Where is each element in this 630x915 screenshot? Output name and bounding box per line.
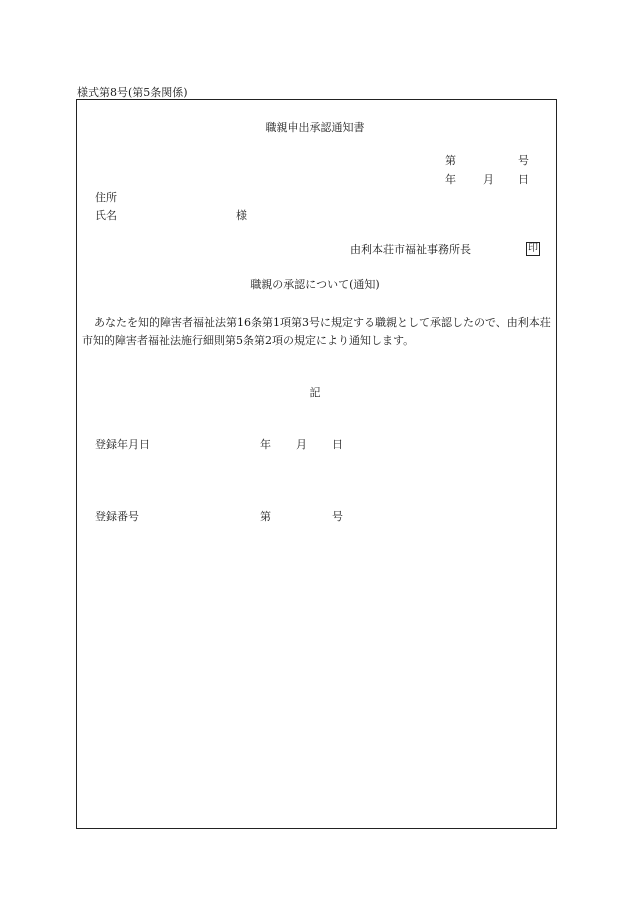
sender-name: 由利本荘市福祉事務所長 (350, 243, 471, 256)
registration-date-label: 登録年月日 (95, 438, 150, 451)
seal-mark: 印 (528, 243, 538, 254)
name-label: 氏名 (95, 209, 117, 222)
date-month-label: 月 (483, 173, 494, 186)
honorific: 様 (236, 209, 247, 222)
form-number: 様式第8号(第5条関係) (77, 86, 188, 99)
registration-month-label: 月 (296, 438, 307, 451)
registration-number-prefix: 第 (260, 510, 271, 523)
date-day-label: 日 (518, 173, 529, 186)
registration-number-suffix: 号 (332, 510, 343, 523)
document-number-suffix: 号 (518, 154, 529, 167)
date-year-label: 年 (445, 173, 456, 186)
registration-year-label: 年 (260, 438, 271, 451)
document-title: 職親申出承認通知書 (265, 121, 365, 134)
body-text: あなたを知的障害者福祉法第16条第1項第3号に規定する職親として承認したので、由利本荘市知的障害者福祉法施行細則第5条第2項の規定により通知します。 (82, 316, 551, 347)
document-frame (76, 99, 557, 829)
registration-day-label: 日 (332, 438, 343, 451)
document-number-prefix: 第 (445, 154, 456, 167)
subject-line: 職親の承認について(通知) (250, 278, 380, 291)
ki-heading: 記 (309, 386, 321, 399)
address-label: 住所 (95, 191, 117, 204)
registration-number-label: 登録番号 (95, 510, 139, 523)
